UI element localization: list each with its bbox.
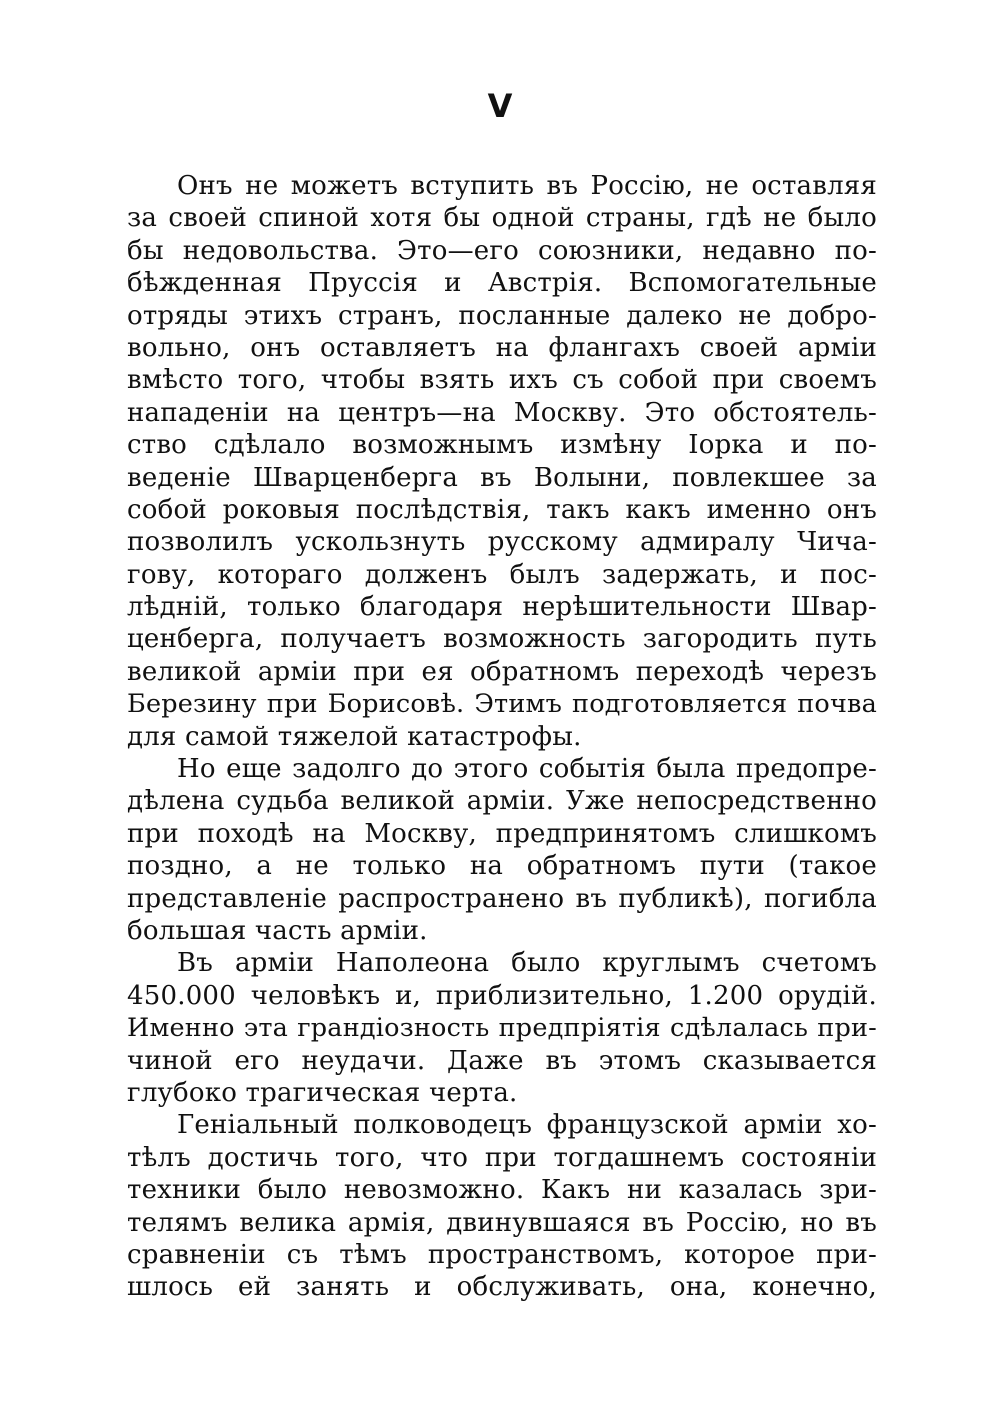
text-line: при походѣ на Москву, предпринятомъ слишкомъ [127, 818, 877, 849]
text-line: Въ арміи Наполеона было круглымъ счетомъ [177, 948, 877, 979]
text-line: за своей спиной хотя бы одной страны, гдѣ не было [127, 203, 877, 234]
text-line: Геніальный полководецъ французской арміи хо- [177, 1110, 877, 1141]
text-line: представленіе распространено въ публикѣ), погибла [127, 883, 877, 914]
text-line: глубоко трагическая черта. [127, 1077, 518, 1108]
text-line: нападеніи на центръ—на Москву. Это обстоятель- [127, 397, 877, 428]
text-line: Именно эта грандіозность предпріятія сдѣлалась при- [127, 1013, 877, 1044]
text-line: лѣдній, только благодаря нерѣшительности Швар- [127, 592, 877, 623]
text-line: бѣжденная Пруссія и Австрія. Вспомогательные [127, 268, 877, 299]
text-line: Березину при Борисовѣ. Этимъ подготовляется почва [127, 689, 877, 720]
text-line: веденіе Шварценберга въ Волыни, повлекшее за [127, 462, 877, 493]
text-line: гову, котораго долженъ былъ задержать, и пос- [127, 559, 877, 590]
text-line: тѣлъ достичь того, что при тогдашнемъ состояніи [127, 1142, 877, 1173]
text-line: великой арміи при ея обратномъ переходѣ черезъ [127, 656, 877, 687]
text-line: позволилъ ускользнуть русскому адмиралу Чича- [127, 527, 877, 558]
text-line: большая часть арміи. [127, 915, 428, 946]
text-line: сравненіи съ тѣмъ пространствомъ, которое при- [127, 1239, 877, 1270]
text-line: для самой тяжелой катастрофы. [127, 721, 582, 752]
text-line: собой роковыя послѣдствія, такъ какъ именно онъ [127, 494, 877, 525]
text-line: чиной его неудачи. Даже въ этомъ сказывается [127, 1045, 877, 1076]
text-line: вмѣсто того, чтобы взять ихъ съ собой при своемъ [127, 365, 877, 396]
body-text [127, 170, 877, 1304]
text-line: 450.000 человѣкъ и, приблизительно, 1.200 орудій. [127, 980, 877, 1011]
text-line: отряды этихъ странъ, посланные далеко не добро- [127, 300, 877, 331]
text-line: техники было невозможно. Какъ ни казалась зри- [127, 1175, 877, 1206]
text-line: шлось ей занять и обслуживать, она, конечно, [127, 1272, 877, 1303]
text-line: Но еще задолго до этого событія была предопре- [177, 754, 877, 785]
text-line: бы недовольства. Это—его союзники, недавно по- [127, 235, 877, 266]
text-line: вольно, онъ оставляетъ на флангахъ своей арміи [127, 332, 877, 363]
page-number: V [487, 87, 513, 125]
text-line: телямъ велика армія, двинувшаяся въ Россію, но въ [127, 1207, 877, 1238]
text-line: Онъ не можетъ вступить въ Россію, не оставляя [177, 171, 877, 201]
text-line: ценберга, получаетъ возможность загородить путь [127, 624, 877, 655]
text-line: дѣлена судьба великой арміи. Уже непосредственно [127, 786, 877, 817]
text-line: ство сдѣлало возможнымъ измѣну Іорка и по- [127, 430, 877, 461]
text-line: поздно, а не только на обратномъ пути (такое [127, 851, 877, 882]
